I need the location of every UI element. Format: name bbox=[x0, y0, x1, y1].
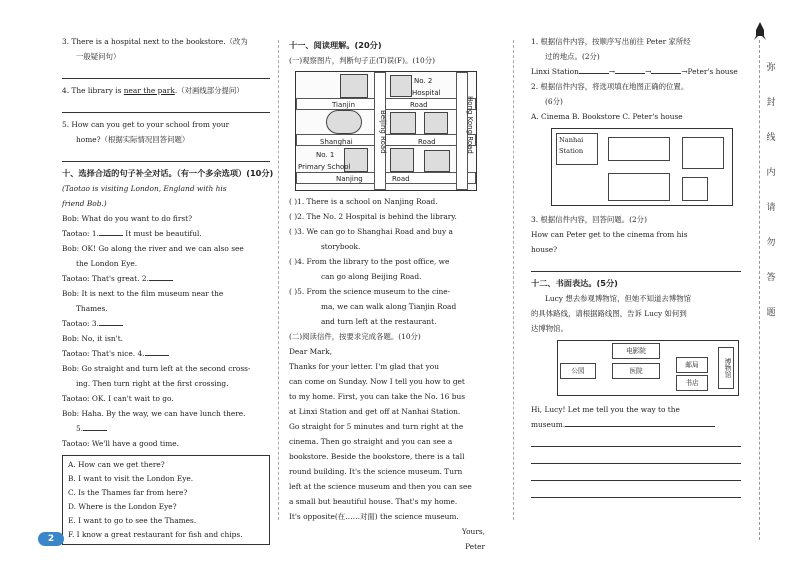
park-block: 公园 bbox=[560, 363, 596, 379]
q3-question: How can Peter get to the cinema from his bbox=[531, 230, 688, 239]
dialog-line: Bob: Go straight and turn left at the second cross- bbox=[62, 364, 251, 373]
route-blank-1[interactable] bbox=[579, 65, 609, 74]
label-road: Road bbox=[410, 101, 428, 109]
blank-3[interactable] bbox=[99, 317, 123, 326]
label-hospital: Hospital bbox=[412, 89, 441, 97]
blank-1[interactable] bbox=[99, 227, 123, 236]
answer-line[interactable] bbox=[531, 451, 741, 464]
tf-item: ( )5. From the science museum to the cine- bbox=[289, 287, 451, 296]
option-c: C. Is the Thames far from here? bbox=[68, 488, 188, 497]
dialog-line: Taotao: 3. bbox=[62, 316, 270, 331]
letter-line: at Linxi Station and get off at Nanhai Station. bbox=[289, 407, 461, 416]
rocket-icon bbox=[754, 22, 766, 40]
letter-line: Go straight for 5 minutes and turn right at the bbox=[289, 422, 464, 431]
answer-line[interactable] bbox=[62, 149, 270, 162]
column-divider bbox=[513, 40, 514, 520]
map-block[interactable] bbox=[682, 137, 724, 169]
q2-text-cont: (6分) bbox=[545, 97, 563, 106]
bookstore-building bbox=[390, 112, 416, 134]
restaurant-building bbox=[424, 112, 448, 134]
hospital-building bbox=[390, 75, 412, 97]
tf-item-cont: storybook. bbox=[321, 242, 361, 251]
options-box bbox=[62, 455, 270, 545]
hospital-block: 医院 bbox=[612, 363, 660, 379]
option-d: D. Where is the London Eye? bbox=[68, 502, 177, 511]
column-left bbox=[62, 34, 274, 545]
column-divider bbox=[278, 40, 279, 520]
writing-start-cont: museum. bbox=[531, 417, 741, 432]
q1-text: 1. 根据信件内容，按顺序写出前往 Peter 家所经 bbox=[531, 37, 691, 46]
label-road: Road bbox=[392, 175, 410, 183]
tianjin-road bbox=[296, 98, 476, 110]
dialog-intro: (Taotao is visiting London, England with his bbox=[62, 184, 227, 193]
letter-signature: Peter bbox=[465, 542, 485, 551]
q1-text-cont: 过的地点。(2分) bbox=[545, 52, 600, 61]
q3-text: 3. There is a hospital next to the bookstore.（改为 bbox=[62, 37, 248, 46]
q2-options: A. Cinema B. Bookstore C. Peter's house bbox=[531, 112, 683, 121]
option-b: B. I want to visit the London Eye. bbox=[68, 474, 194, 483]
q4-text: 4. The library is near the park.（对画线部分提问） bbox=[62, 86, 244, 95]
section-10-title: 十、选择合适的句子补全对话。（有一个多余选项）(10分) bbox=[62, 168, 274, 178]
letter-closing: Yours, bbox=[461, 527, 485, 536]
blank-4[interactable] bbox=[145, 347, 169, 356]
letter-line: to my home. First, you can take the No. 16 bus bbox=[289, 392, 466, 401]
dialog-line: Bob: What do you want to do first? bbox=[62, 214, 193, 223]
museum-block: 博物馆 bbox=[718, 347, 734, 389]
letter-line: round building. It's the science museum. Turn bbox=[289, 467, 463, 476]
label-shanghai: Shanghai bbox=[320, 138, 353, 146]
q5-text: 5. How can you get to your school from your bbox=[62, 120, 230, 129]
q2-text: 2. 根据信件内容，将选项填在地图正确的位置。 bbox=[531, 82, 689, 91]
option-f: F. I know a great restaurant for fish and chips. bbox=[68, 530, 243, 539]
letter-line: Thanks for your letter. I'm glad that you bbox=[289, 362, 440, 371]
dialog-line: the London Eye. bbox=[76, 259, 138, 268]
blank-5[interactable] bbox=[83, 422, 107, 431]
dialog-intro-cont: friend Bob.) bbox=[62, 199, 107, 208]
q3-question-cont: house? bbox=[531, 245, 558, 254]
answer-line[interactable] bbox=[62, 66, 270, 79]
dialog-line: Taotao: That's nice. 4. bbox=[62, 346, 270, 361]
library-building bbox=[340, 74, 368, 98]
letter-line: Dear Mark, bbox=[289, 347, 332, 356]
post-office-block: 邮局 bbox=[676, 357, 708, 373]
tf-item: ( )2. The No. 2 Hospital is behind the library. bbox=[289, 212, 457, 221]
tf-item: ( )1. There is a school on Nanjing Road. bbox=[289, 197, 438, 206]
label-road: Road bbox=[418, 138, 436, 146]
dialog-line: Bob: Haha. By the way, we can have lunch there. bbox=[62, 409, 246, 418]
q3-text: 3. 根据信件内容，回答问题。(2分) bbox=[531, 215, 647, 224]
letter-line: a small but beautiful house. That's my home. bbox=[289, 497, 458, 506]
museum-building bbox=[326, 110, 362, 134]
cinema-block: 电影院 bbox=[612, 343, 660, 359]
route-map bbox=[551, 128, 733, 206]
letter-line: It's opposite(在……对面) the science museum. bbox=[289, 512, 459, 521]
map-block[interactable] bbox=[608, 137, 670, 161]
writing-prompt: 达博物馆。 bbox=[531, 324, 568, 333]
dialog-line: Taotao: We'll have a good time. bbox=[62, 439, 179, 448]
tf-item-cont: can go along Beijing Road. bbox=[321, 272, 422, 281]
tf-item: ( )4. From the library to the post office, we bbox=[289, 257, 450, 266]
column-right bbox=[531, 34, 741, 502]
writing-blank[interactable] bbox=[565, 418, 715, 427]
writing-prompt: 的具体路线，请根据路线图，告诉 Lucy 如何到 bbox=[531, 309, 687, 318]
writing-prompt: Lucy 想去参观博物馆，但她不知道去博物馆 bbox=[545, 294, 691, 303]
museum-route-map bbox=[557, 340, 739, 396]
tf-item-cont: and turn left at the restaurant. bbox=[321, 317, 437, 326]
dialog-line: Thames. bbox=[76, 304, 108, 313]
blank-2[interactable] bbox=[149, 272, 173, 281]
label-nanjing: Nanjing bbox=[336, 175, 363, 183]
column-middle bbox=[289, 34, 495, 554]
seal-line-text: 弥 封 线 内 请 勿 答 题 bbox=[766, 63, 776, 318]
dialog-line: 5. bbox=[62, 421, 270, 436]
nanhai-station: Nanhai Station bbox=[556, 133, 598, 165]
map-block[interactable] bbox=[608, 173, 670, 201]
answer-line[interactable] bbox=[531, 485, 741, 498]
tf-item-cont: ma, we can walk along Tianjin Road bbox=[321, 302, 457, 311]
subsection-2-title: (二)阅读信件，按要求完成各题。(10分) bbox=[289, 332, 421, 341]
dialog-line: Bob: No, it isn't. bbox=[62, 334, 124, 343]
route-answer: Linxi Station → → →Peter's house bbox=[531, 67, 738, 76]
label-primary-school: Primary School bbox=[298, 163, 351, 171]
answer-line[interactable] bbox=[531, 468, 741, 481]
subsection-1-title: (一)观察图片，判断句子正(T)误(F)。(10分) bbox=[289, 56, 435, 65]
dialog-line: Bob: OK! Go along the river and we can also see bbox=[62, 244, 244, 253]
cinema-building bbox=[424, 150, 450, 172]
page-number: 2 bbox=[38, 532, 64, 546]
section-11-title: 十一、阅读理解。(20分) bbox=[289, 40, 382, 50]
route-blank-2[interactable] bbox=[615, 65, 645, 74]
section-12-title: 十二、书面表达。(5分) bbox=[531, 278, 618, 288]
q5-text-cont: home?（根据实际情况回答问题） bbox=[76, 135, 190, 144]
q3-text-cont: 一般疑问句） bbox=[76, 52, 121, 61]
post-office-building bbox=[390, 148, 414, 172]
letter-line: cinema. Then go straight and you can see a bbox=[289, 437, 453, 446]
letter-line: bookstore. Beside the bookstore, there is a tall bbox=[289, 452, 465, 461]
dialog-line: Taotao: OK. I can't wait to go. bbox=[62, 394, 174, 403]
label-tianjin: Tianjin bbox=[332, 101, 356, 109]
answer-line[interactable] bbox=[531, 259, 741, 272]
seal-line bbox=[759, 40, 760, 540]
label-hongkong-road: Hong Kong Road bbox=[466, 96, 474, 154]
map-block[interactable] bbox=[682, 177, 708, 201]
label-beijing-road: Beijing Road bbox=[379, 110, 387, 154]
answer-line[interactable] bbox=[62, 100, 270, 113]
letter-line: left at the science museum and then you can see bbox=[289, 482, 472, 491]
label-no2: No. 2 bbox=[414, 77, 433, 85]
route-blank-3[interactable] bbox=[651, 65, 681, 74]
dialog-line: ing. Then turn right at the first crossing. bbox=[76, 379, 229, 388]
tf-item: ( )3. We can go to Shanghai Road and buy a bbox=[289, 227, 453, 236]
writing-start: Hi, Lucy! Let me tell you the way to the bbox=[531, 405, 680, 414]
option-e: E. I want to go to see the Thames. bbox=[68, 516, 197, 525]
bookstore-block: 书店 bbox=[676, 375, 708, 391]
option-a: A. How can we get there? bbox=[68, 460, 165, 469]
letter-line: can come on Sunday. Now I tell you how to get bbox=[289, 377, 465, 386]
answer-line[interactable] bbox=[531, 434, 741, 447]
label-no1: No. 1 bbox=[316, 151, 335, 159]
dialog-line: Taotao: 1. It must be beautiful. bbox=[62, 229, 202, 238]
street-map bbox=[295, 71, 477, 191]
dialog-line: Bob: It is next to the film museum near the bbox=[62, 289, 224, 298]
dialog-line: Taotao: That's great. 2. bbox=[62, 271, 270, 286]
